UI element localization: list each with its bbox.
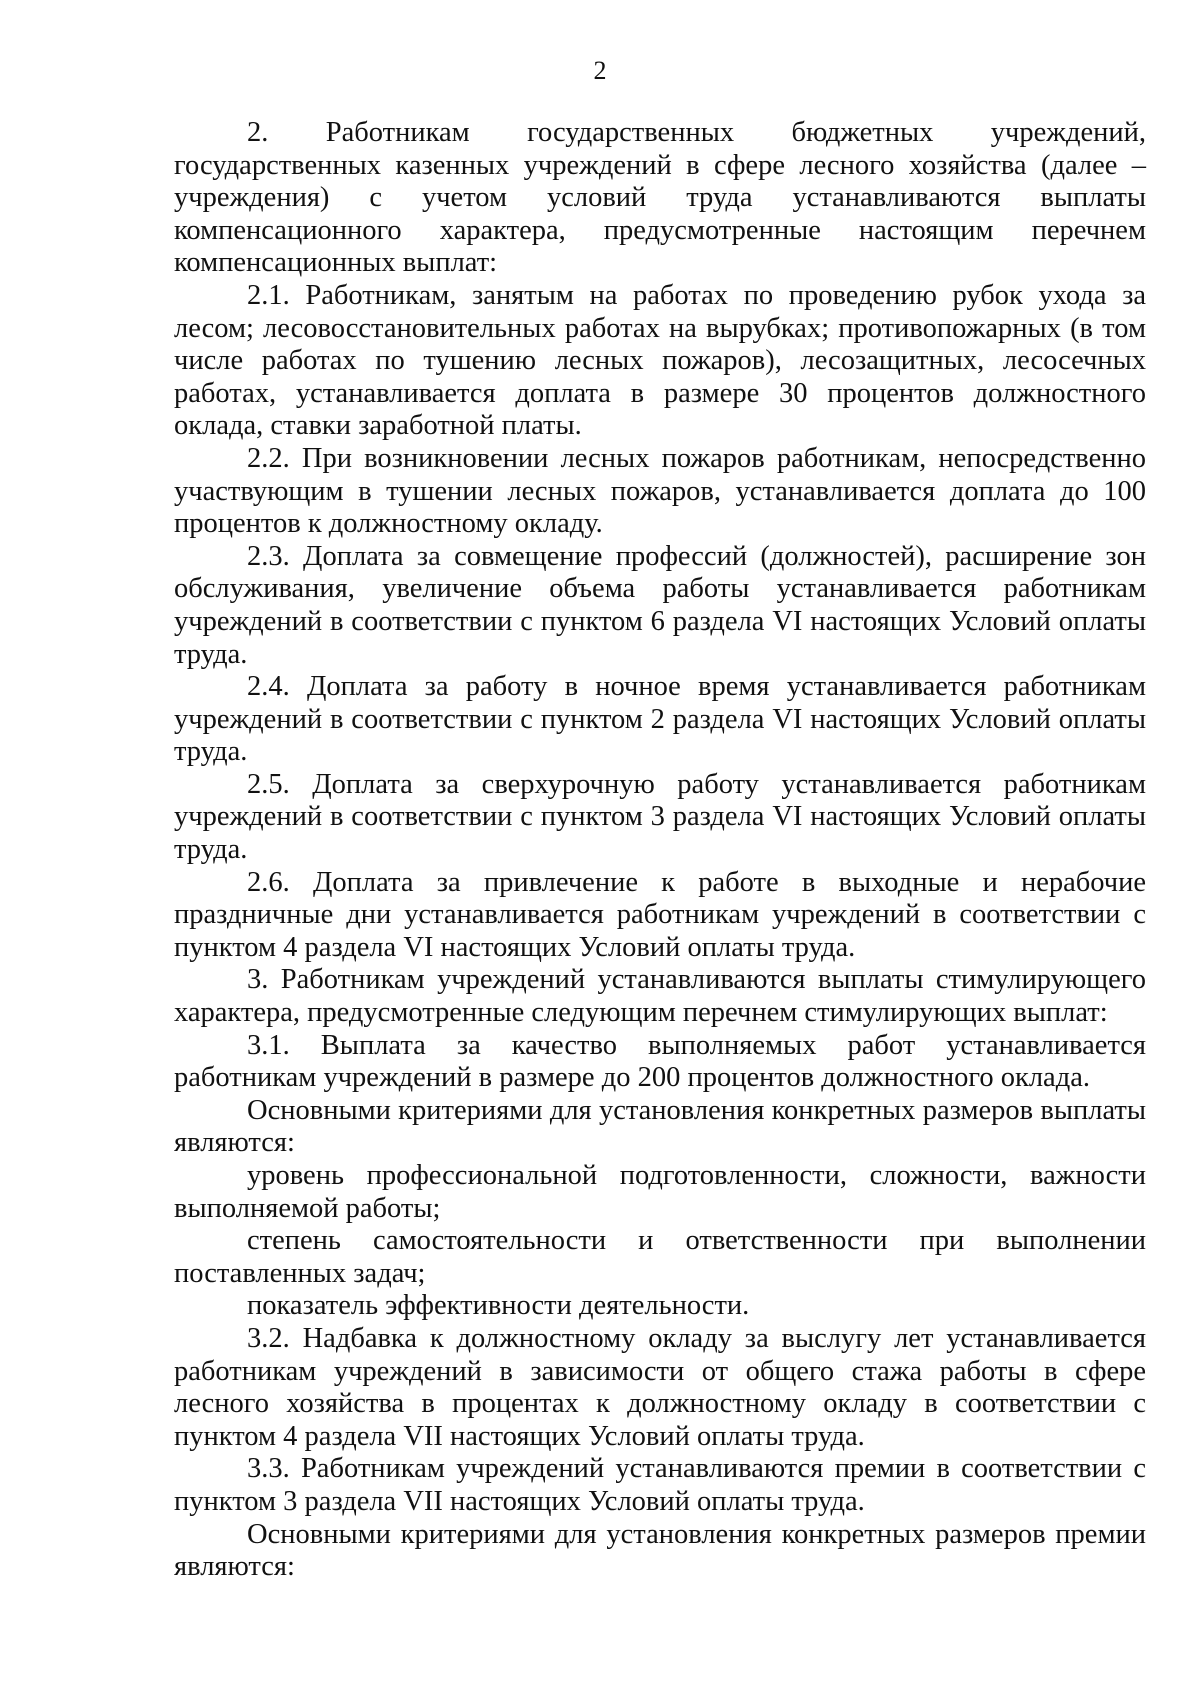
paragraph-criteria-intro-bonus: Основными критериями для установления конкретных размеров премии являются: [174,1518,1146,1583]
paragraph-criterion-efficiency: показатель эффективности деятельности. [247,1290,750,1322]
paragraph-2-1: 2.1. Работникам, занятым на работах по проведению рубок ухода за лесом; лесовосстановительных работах на вырубках; противопожарных (в том числе работах по тушению лесных пожаров), лесозащитных, лесосечных работах, устанавливается доплата в размере 30 процентов должностного оклада, ставки заработной платы. [174,279,1146,442]
document-body [174,117,1146,1584]
paragraph-2-5: 2.5. Доплата за сверхурочную работу устанавливается работникам учреждений в соответствии с пунктом 3 раздела VI настоящих Условий оплаты труда. [174,768,1146,866]
paragraph-3-1: 3.1. Выплата за качество выполняемых работ устанавливается работникам учреждений в размере до 200 процентов должностного оклада. [174,1029,1146,1094]
paragraph-2: 2. Работникам государственных бюджетных учреждений, государственных казенных учреждений в сфере лесного хозяйства (далее – учреждения) с учетом условий труда устанавливаются выплаты компенсационного характера, предусмотренные настоящим перечнем компенсационных выплат: [174,117,1146,279]
paragraph-2-2: 2.2. При возникновении лесных пожаров работникам, непосредственно участвующим в тушении лесных пожаров, устанавливается доплата до 100 процентов к должностному окладу. [174,442,1146,540]
paragraph-2-4: 2.4. Доплата за работу в ночное время устанавливается работникам учреждений в соответствии с пунктом 2 раздела VI настоящих Условий оплаты труда. [174,671,1146,768]
page-number: 2 [593,56,607,85]
paragraph-criteria-intro-payment: Основными критериями для установления конкретных размеров выплаты являются: [174,1094,1146,1159]
paragraph-2-6: 2.6. Доплата за привлечение к работе в выходные и нерабочие праздничные дни устанавливается работникам учреждений в соответствии с пунктом 4 раздела VI настоящих Условий оплаты труда. [174,866,1146,963]
paragraph-3-2: 3.2. Надбавка к должностному окладу за выслугу лет устанавливается работникам учреждений в зависимости от общего стажа работы в сфере лесного хозяйства в процентах к должностному окладу в соответствии с пунктом 4 раздела VII настоящих Условий оплаты труда. [174,1322,1146,1452]
paragraph-criterion-level: уровень профессиональной подготовленности, сложности, важности выполняемой работы; [174,1160,1146,1224]
paragraph-2-3: 2.3. Доплата за совмещение профессий (должностей), расширение зон обслуживания, увеличение объема работы устанавливается работникам учреждений в соответствии с пунктом 6 раздела VI настоящих Условий оплаты труда. [174,540,1146,670]
paragraph-3-3: 3.3. Работникам учреждений устанавливаются премии в соответствии с пунктом 3 раздела VII настоящих Условий оплаты труда. [174,1453,1146,1517]
paragraph-criterion-independence: степень самостоятельности и ответственности при выполнении поставленных задач; [174,1225,1146,1289]
paragraph-3: 3. Работникам учреждений устанавливаются выплаты стимулирующего характера, предусмотренные следующим перечнем стимулирующих выплат: [174,964,1146,1029]
